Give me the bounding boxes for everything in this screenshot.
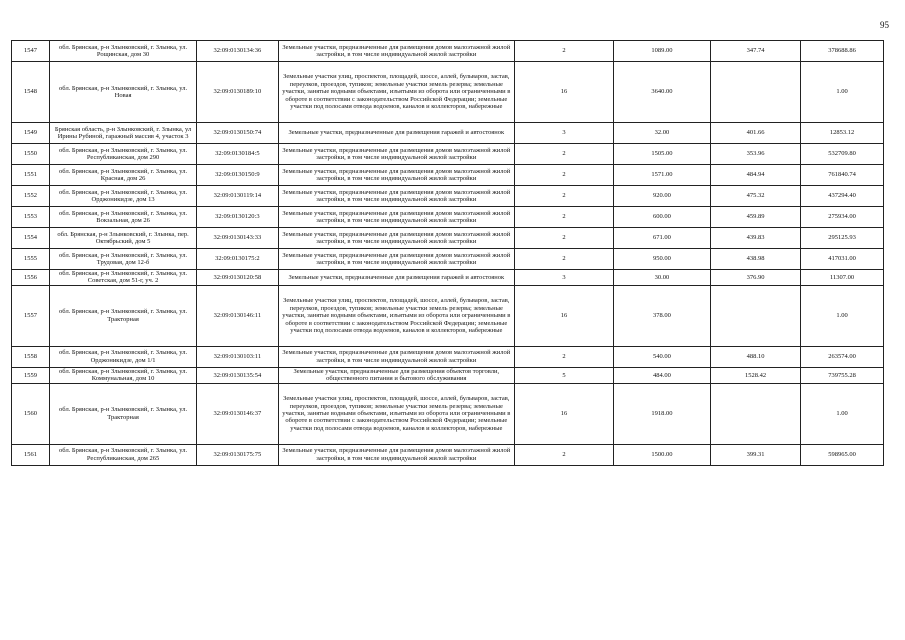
table-row bbox=[12, 367, 884, 383]
table-row bbox=[12, 62, 884, 123]
area-cell: 950.00 bbox=[613, 249, 710, 270]
cadastral-value-cell: 11307.00 bbox=[801, 270, 884, 286]
row-number: 1552 bbox=[12, 186, 50, 207]
table-row bbox=[12, 41, 884, 62]
cadastral-value-cell: 739755.28 bbox=[801, 367, 884, 383]
cadastral-value-cell: 417031.00 bbox=[801, 249, 884, 270]
area-cell: 671.00 bbox=[613, 228, 710, 249]
table-row bbox=[12, 165, 884, 186]
table-row bbox=[12, 270, 884, 286]
land-use-cell: Земельные участки, предназначенные для размещения домов малоэтажной жилой застройки, в том числе индивидуальной жилой застройки bbox=[278, 228, 514, 249]
specific-value-cell bbox=[710, 62, 800, 123]
use-category-cell: 16 bbox=[514, 383, 613, 444]
area-cell: 1571.00 bbox=[613, 165, 710, 186]
specific-value-cell: 459.89 bbox=[710, 207, 800, 228]
cadastral-number-cell: 32:09:0130146:11 bbox=[197, 285, 279, 346]
table-row bbox=[12, 249, 884, 270]
table-row bbox=[12, 144, 884, 165]
cadastral-value-cell: 1.00 bbox=[801, 383, 884, 444]
use-category-cell: 2 bbox=[514, 186, 613, 207]
address-cell: Брянская область, р-н Злынковский, г. Злынка, ул Ирины Рубиной, гаражный массив 4, участок 3 bbox=[50, 123, 197, 144]
cadastral-value-cell: 437294.40 bbox=[801, 186, 884, 207]
land-use-cell: Земельные участки, предназначенные для размещения гаражей и автостоянок bbox=[278, 123, 514, 144]
use-category-cell: 2 bbox=[514, 249, 613, 270]
cadastral-number-cell: 32:09:0130175:75 bbox=[197, 444, 279, 465]
use-category-cell: 3 bbox=[514, 270, 613, 286]
cadastral-number-cell: 32:09:0130143:33 bbox=[197, 228, 279, 249]
table-row bbox=[12, 207, 884, 228]
row-number: 1547 bbox=[12, 41, 50, 62]
row-number: 1554 bbox=[12, 228, 50, 249]
address-cell: обл. Брянская, р-н Злынковский, г. Злынка, ул. Новая bbox=[50, 62, 197, 123]
row-number: 1558 bbox=[12, 346, 50, 367]
specific-value-cell bbox=[710, 383, 800, 444]
cadastral-number-cell: 32:09:0130119:14 bbox=[197, 186, 279, 207]
specific-value-cell: 399.31 bbox=[710, 444, 800, 465]
cadastral-number-cell: 32:09:0130135:54 bbox=[197, 367, 279, 383]
row-number: 1548 bbox=[12, 62, 50, 123]
land-use-cell: Земельные участки, предназначенные для размещения домов малоэтажной жилой застройки, в том числе индивидуальной жилой застройки bbox=[278, 249, 514, 270]
cadastral-number-cell: 32:09:0130150:74 bbox=[197, 123, 279, 144]
use-category-cell: 5 bbox=[514, 367, 613, 383]
area-cell: 1500.00 bbox=[613, 444, 710, 465]
cadastral-number-cell: 32:09:0130146:37 bbox=[197, 383, 279, 444]
specific-value-cell: 439.83 bbox=[710, 228, 800, 249]
specific-value-cell: 376.90 bbox=[710, 270, 800, 286]
specific-value-cell: 1528.42 bbox=[710, 367, 800, 383]
specific-value-cell: 484.94 bbox=[710, 165, 800, 186]
table-row bbox=[12, 383, 884, 444]
address-cell: обл. Брянская, р-н Злынковский, г. Злынка, ул. Вокзальная, дом 26 bbox=[50, 207, 197, 228]
table-row bbox=[12, 186, 884, 207]
use-category-cell: 2 bbox=[514, 444, 613, 465]
row-number: 1556 bbox=[12, 270, 50, 286]
address-cell: обл. Брянская, р-н Злынковский, г. Злынка, ул. Красная, дом 26 bbox=[50, 165, 197, 186]
use-category-cell: 3 bbox=[514, 123, 613, 144]
cadastral-number-cell: 32:09:0130120:58 bbox=[197, 270, 279, 286]
land-use-cell: Земельные участки, предназначенные для размещения домов малоэтажной жилой застройки, в том числе индивидуальной жилой застройки bbox=[278, 444, 514, 465]
area-cell: 540.00 bbox=[613, 346, 710, 367]
address-cell: обл. Брянская, р-н Злынковский, г. Злынка, ул. Республиканская, дом 290 bbox=[50, 144, 197, 165]
area-cell: 32.00 bbox=[613, 123, 710, 144]
use-category-cell: 2 bbox=[514, 346, 613, 367]
cadastral-value-cell: 295125.93 bbox=[801, 228, 884, 249]
specific-value-cell: 401.66 bbox=[710, 123, 800, 144]
land-use-cell: Земельные участки улиц, проспектов, площадей, шоссе, аллей, бульваров, застав, переулков, проездов, тупиков; земельные участки земель резерва; земельные участки, занятые водными объектами, изъятыми из оборота или ограниченными в обороте в соответствии с законодательством Российской Федерации; земельные участки под полосами отвода водоемов, каналов и коллекторов, набережные bbox=[278, 285, 514, 346]
specific-value-cell: 353.96 bbox=[710, 144, 800, 165]
land-use-cell: Земельные участки, предназначенные для размещения домов малоэтажной жилой застройки, в том числе индивидуальной жилой застройки bbox=[278, 41, 514, 62]
land-use-cell: Земельные участки, предназначенные для размещения гаражей и автостоянок bbox=[278, 270, 514, 286]
use-category-cell: 2 bbox=[514, 228, 613, 249]
land-use-cell: Земельные участки, предназначенные для размещения домов малоэтажной жилой застройки, в том числе индивидуальной жилой застройки bbox=[278, 144, 514, 165]
row-number: 1555 bbox=[12, 249, 50, 270]
table-row bbox=[12, 228, 884, 249]
row-number: 1559 bbox=[12, 367, 50, 383]
use-category-cell: 16 bbox=[514, 285, 613, 346]
address-cell: обл. Брянская, р-н Злынковский, г. Злынка, ул. Орджоникидзе, дом 13 bbox=[50, 186, 197, 207]
cadastral-number-cell: 32:09:0130189:10 bbox=[197, 62, 279, 123]
address-cell: обл. Брянская, р-н Злынковский, г. Злынка, ул. Республиканская, дом 265 bbox=[50, 444, 197, 465]
land-registry-table bbox=[11, 40, 884, 466]
row-number: 1553 bbox=[12, 207, 50, 228]
row-number: 1560 bbox=[12, 383, 50, 444]
cadastral-value-cell: 12853.12 bbox=[801, 123, 884, 144]
area-cell: 378.00 bbox=[613, 285, 710, 346]
area-cell: 600.00 bbox=[613, 207, 710, 228]
cadastral-value-cell: 761840.74 bbox=[801, 165, 884, 186]
land-use-cell: Земельные участки, предназначенные для размещения домов малоэтажной жилой застройки, в том числе индивидуальной жилой застройки bbox=[278, 346, 514, 367]
specific-value-cell bbox=[710, 285, 800, 346]
land-use-cell: Земельные участки, предназначенные для размещения домов малоэтажной жилой застройки, в том числе индивидуальной жилой застройки bbox=[278, 207, 514, 228]
cadastral-value-cell: 263574.00 bbox=[801, 346, 884, 367]
area-cell: 1918.00 bbox=[613, 383, 710, 444]
area-cell: 920.00 bbox=[613, 186, 710, 207]
use-category-cell: 2 bbox=[514, 41, 613, 62]
table-row bbox=[12, 123, 884, 144]
cadastral-number-cell: 32:09:0130120:3 bbox=[197, 207, 279, 228]
cadastral-value-cell: 378688.86 bbox=[801, 41, 884, 62]
address-cell: обл. Брянская, р-н Злынковский, г. Злынка, ул. Советская, дом 51-г, уч. 2 bbox=[50, 270, 197, 286]
cadastral-value-cell: 532709.80 bbox=[801, 144, 884, 165]
address-cell: обл. Брянская, р-н Злынковский, г. Злынка, ул. Трудовая, дом 12-б bbox=[50, 249, 197, 270]
cadastral-number-cell: 32:09:0130184:5 bbox=[197, 144, 279, 165]
land-use-cell: Земельные участки, предназначенные для размещения объектов торговли, общественного питания и бытового обслуживания bbox=[278, 367, 514, 383]
cadastral-number-cell: 32:09:0130103:11 bbox=[197, 346, 279, 367]
area-cell: 3640.00 bbox=[613, 62, 710, 123]
row-number: 1557 bbox=[12, 285, 50, 346]
table-row bbox=[12, 285, 884, 346]
address-cell: обл. Брянская, р-н Злынковский, г. Злынка, пер. Октябрьский, дом 5 bbox=[50, 228, 197, 249]
specific-value-cell: 475.32 bbox=[710, 186, 800, 207]
area-cell: 484.00 bbox=[613, 367, 710, 383]
row-number: 1561 bbox=[12, 444, 50, 465]
area-cell: 1089.00 bbox=[613, 41, 710, 62]
use-category-cell: 2 bbox=[514, 165, 613, 186]
use-category-cell: 2 bbox=[514, 144, 613, 165]
cadastral-number-cell: 32:09:0130134:36 bbox=[197, 41, 279, 62]
row-number: 1551 bbox=[12, 165, 50, 186]
table-row bbox=[12, 346, 884, 367]
use-category-cell: 2 bbox=[514, 207, 613, 228]
row-number: 1549 bbox=[12, 123, 50, 144]
use-category-cell: 16 bbox=[514, 62, 613, 123]
area-cell: 30.00 bbox=[613, 270, 710, 286]
address-cell: обл. Брянская, р-н Злынковский, г. Злынка, ул. Орджоникидзе, дом 1/1 bbox=[50, 346, 197, 367]
cadastral-number-cell: 32:09:0130150:9 bbox=[197, 165, 279, 186]
cadastral-value-cell: 598965.00 bbox=[801, 444, 884, 465]
cadastral-number-cell: 32:09:0130175:2 bbox=[197, 249, 279, 270]
land-use-cell: Земельные участки улиц, проспектов, площадей, шоссе, аллей, бульваров, застав, переулков, проездов, тупиков; земельные участки земель резерва; земельные участки, занятые водными объектами, изъятыми из оборота или ограниченными в обороте в соответствии с законодательством Российской Федерации; земельные участки под полосами отвода водоемов, каналов и коллекторов, набережные bbox=[278, 62, 514, 123]
land-use-cell: Земельные участки, предназначенные для размещения домов малоэтажной жилой застройки, в том числе индивидуальной жилой застройки bbox=[278, 165, 514, 186]
page-number: 95 bbox=[880, 20, 889, 30]
land-use-cell: Земельные участки, предназначенные для размещения домов малоэтажной жилой застройки, в том числе индивидуальной жилой застройки bbox=[278, 186, 514, 207]
address-cell: обл. Брянская, р-н Злынковский, г. Злынка, ул. Рощинская, дом 30 bbox=[50, 41, 197, 62]
cadastral-value-cell: 1.00 bbox=[801, 62, 884, 123]
specific-value-cell: 438.98 bbox=[710, 249, 800, 270]
cadastral-value-cell: 1.00 bbox=[801, 285, 884, 346]
address-cell: обл. Брянская, р-н Злынковский, г. Злынка, ул. Тракторная bbox=[50, 285, 197, 346]
row-number: 1550 bbox=[12, 144, 50, 165]
specific-value-cell: 347.74 bbox=[710, 41, 800, 62]
area-cell: 1505.00 bbox=[613, 144, 710, 165]
table-row bbox=[12, 444, 884, 465]
cadastral-value-cell: 275934.00 bbox=[801, 207, 884, 228]
address-cell: обл. Брянская, р-н Злынковский, г. Злынка, ул. Тракторная bbox=[50, 383, 197, 444]
specific-value-cell: 488.10 bbox=[710, 346, 800, 367]
land-use-cell: Земельные участки улиц, проспектов, площадей, шоссе, аллей, бульваров, застав, переулков, проездов, тупиков; земельные участки земель резерва; земельные участки, занятые водными объектами, изъятыми из оборота или ограниченными в обороте в соответствии с законодательством Российской Федерации; земельные участки под полосами отвода водоемов, каналов и коллекторов, набережные bbox=[278, 383, 514, 444]
address-cell: обл. Брянская, р-н Злынковский, г. Злынка, ул. Коммунальная, дом 10 bbox=[50, 367, 197, 383]
